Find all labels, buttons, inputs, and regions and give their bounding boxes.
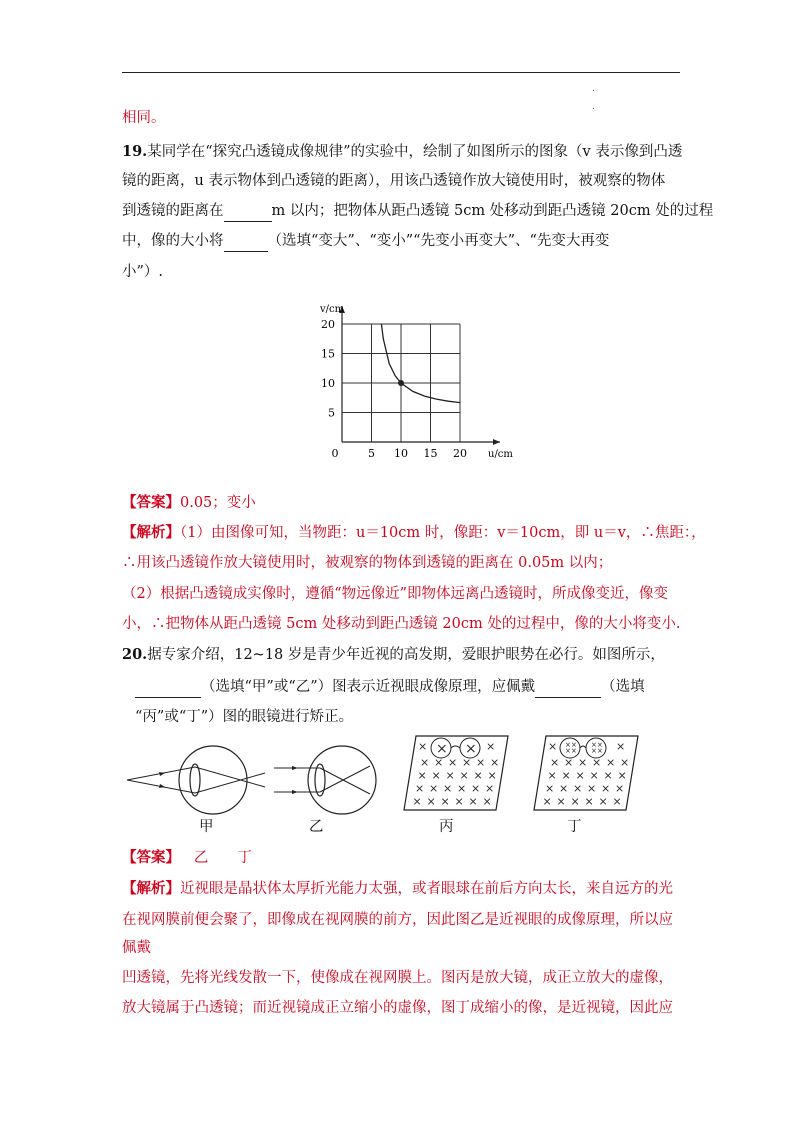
x-mark: × (420, 756, 430, 769)
x-mark: × (597, 741, 603, 749)
fig-label-bing: 丙 (439, 819, 454, 835)
x-mark: × (476, 756, 486, 769)
x-mark: × (415, 782, 425, 795)
x-mark: × (490, 756, 500, 769)
x-mark: × (431, 769, 441, 782)
x-mark: × (559, 782, 569, 795)
x-mark: × (587, 782, 597, 795)
x-mark: × (578, 756, 588, 769)
x-mark: × (487, 769, 497, 782)
x-mark: × (564, 756, 574, 769)
header-rule (122, 72, 680, 73)
x-mark: × (448, 756, 458, 769)
q20-line-3: “丙”或“丁”）图的眼镜进行矫正。 (135, 709, 354, 725)
x-mark: × (603, 769, 613, 782)
ans20-analysis-1: 【解析】近视眼是晶状体太厚折光能力太强，或者眼球在前后方向太长，来自远方的光 (122, 880, 673, 897)
x-axis-label: u/cm (488, 449, 513, 460)
chart-ticks (321, 318, 467, 460)
highlight-point (398, 380, 404, 386)
x-mark: × (485, 782, 495, 795)
vu-graph (300, 296, 513, 466)
ans19-analysis-1: 【解析】（1）由图像可知，当物距：u＝10cm 时，像距：v＝10cm，即 u＝v，∴焦距：， (122, 524, 706, 541)
chart-axes (339, 306, 500, 445)
x-mark: × (459, 769, 469, 782)
analysis-tag: 【解析】 (122, 880, 180, 897)
top-line: 相同。 (122, 110, 166, 126)
x-mark: × (486, 740, 496, 753)
y-axis-label: v/cm (320, 304, 345, 315)
answer-tag: 【答案】 (122, 494, 180, 511)
ans20-analysis-5: 放大镜属于凸透镜；而近视镜成正立缩小的虚像，图丁成缩小的像，是近视镜，因此应 (122, 1000, 673, 1016)
x-mark: × (473, 769, 483, 782)
q19-line-5: 小”）. (122, 264, 164, 280)
header-marks: . . (592, 84, 595, 112)
fig-label-ding: 丁 (567, 819, 582, 835)
ans19-analysis-2: ∴用该凸透镜作放大镜使用时，被观察的物体到透镜的距离在 0.05m 以内； (122, 555, 613, 571)
x-tick-label: 20 (453, 447, 467, 460)
q19-line-4: 中，像的大小将 （选填“变大”、“变小”“先变小再变大”、“先变大再变 (122, 231, 609, 252)
ans19-analysis-3: （2）根据凸透镜成实像时，遵循“物远像近”即物体远离凸透镜时，所成像变近，像变 (122, 586, 669, 602)
x-mark: × (440, 795, 450, 808)
x-mark: × (616, 740, 626, 753)
x-mark: × (445, 769, 455, 782)
q20-line-1: 20.据专家介绍，12~18 岁是青少年近视的高发期，爱眼护眼势在必行。如图所示， (122, 646, 665, 663)
x-mark: × (545, 782, 555, 795)
analysis-tag: 【解析】 (122, 524, 180, 541)
x-mark: × (468, 795, 478, 808)
x-mark: × (597, 747, 603, 755)
x-mark: × (465, 741, 477, 757)
y-tick-label: 10 (321, 377, 335, 390)
x-tick-label: 5 (368, 447, 375, 460)
x-mark: × (436, 741, 448, 757)
x-mark: × (612, 795, 622, 808)
x-mark: × (598, 795, 608, 808)
q20-number: 20. (122, 646, 148, 663)
fig-label-jia: 甲 (199, 819, 214, 835)
x-mark: × (418, 740, 428, 753)
q19-line-2: 镜的距离，u 表示物体到凸透镜的距离），用该凸透镜作放大镜使用时，被观察的物体 (122, 173, 666, 189)
answer-tag: 【答案】 (122, 849, 180, 866)
fig-label-yi: 乙 (309, 819, 324, 835)
ans20-analysis-2: 在视网膜前便会聚了，即像成在视网膜的前方，因此图乙是近视眼的成像原理，所以应 (122, 912, 673, 928)
figure-glasses-bing (398, 732, 513, 814)
x-mark: × (550, 756, 560, 769)
y-tick-label: 20 (321, 318, 335, 331)
q19-line-1: 19.某同学在“探究凸透镜成像规律”的实验中，绘制了如图所示的图象（v 表示像到凸透 (122, 143, 683, 160)
x-mark: × (471, 782, 481, 795)
x-mark: × (429, 782, 439, 795)
x-axis-arrow (493, 439, 500, 445)
x-mark: × (547, 769, 557, 782)
figure-eye-jia (125, 740, 270, 820)
y-tick-label: 15 (321, 347, 335, 361)
q19-blank-2[interactable] (224, 231, 268, 252)
x-mark: × (561, 769, 571, 782)
x-mark: × (573, 782, 583, 795)
x-tick-label: 10 (394, 447, 408, 460)
x-mark: × (412, 795, 422, 808)
x-mark: × (615, 782, 625, 795)
q19-blank-1[interactable] (224, 201, 272, 222)
x-mark: × (571, 747, 577, 755)
figure-glasses-ding (528, 732, 643, 814)
x-mark: × (617, 769, 627, 782)
ans20-answer: 【答案】 乙 丁 (122, 849, 252, 866)
q19-line-3: 到透镜的距离在 m 以内；把物体从距凸透镜 5cm 处移动到距凸透镜 20cm 处的过程 (122, 201, 713, 222)
x-mark: × (592, 756, 602, 769)
x-mark: × (443, 782, 453, 795)
figure-eye-yi (270, 740, 400, 820)
x-mark: × (589, 769, 599, 782)
ans19-answer: 【答案】0.05；变小 (122, 494, 256, 511)
x-mark: × (565, 741, 571, 749)
x-mark: × (462, 756, 472, 769)
ans19-analysis-4: 小，∴把物体从距凸透镜 5cm 处移动到距凸透镜 20cm 处的过程中，像的大小将变小. (122, 616, 681, 632)
x-mark: × (584, 795, 594, 808)
series-line-curve (381, 324, 460, 403)
x-mark: × (565, 747, 571, 755)
x-mark: × (556, 795, 566, 808)
x-mark: × (570, 795, 580, 808)
q20-blank-2[interactable] (535, 677, 601, 698)
x-mark: × (606, 756, 616, 769)
x-mark: × (620, 756, 630, 769)
x-mark: × (591, 741, 597, 749)
x-tick-label: 15 (423, 447, 438, 460)
x-mark: × (548, 740, 558, 753)
q20-line-2: （选填“甲”或“乙”）图表示近视眼成像原理，应佩戴 （选填 (135, 677, 645, 698)
ans20-analysis-3: 佩戴 (122, 940, 151, 956)
x-mark: × (542, 795, 552, 808)
x-mark: × (426, 795, 436, 808)
q19-number: 19. (122, 143, 148, 160)
x-mark: × (457, 782, 467, 795)
x-mark: × (454, 795, 464, 808)
x-mark: × (571, 741, 577, 749)
q20-blank-1[interactable] (135, 677, 201, 698)
x-mark: × (417, 769, 427, 782)
x-mark: × (601, 782, 611, 795)
x-mark: × (575, 769, 585, 782)
x-mark: × (482, 795, 492, 808)
x-mark: × (591, 747, 597, 755)
x-mark: × (434, 756, 444, 769)
ans20-analysis-4: 凹透镜，先将光线发散一下，使像成在视网膜上。图丙是放大镜，成正立放大的虚像， (122, 970, 673, 986)
y-tick-label: 5 (328, 406, 335, 420)
x-tick-label: 0 (331, 447, 339, 460)
